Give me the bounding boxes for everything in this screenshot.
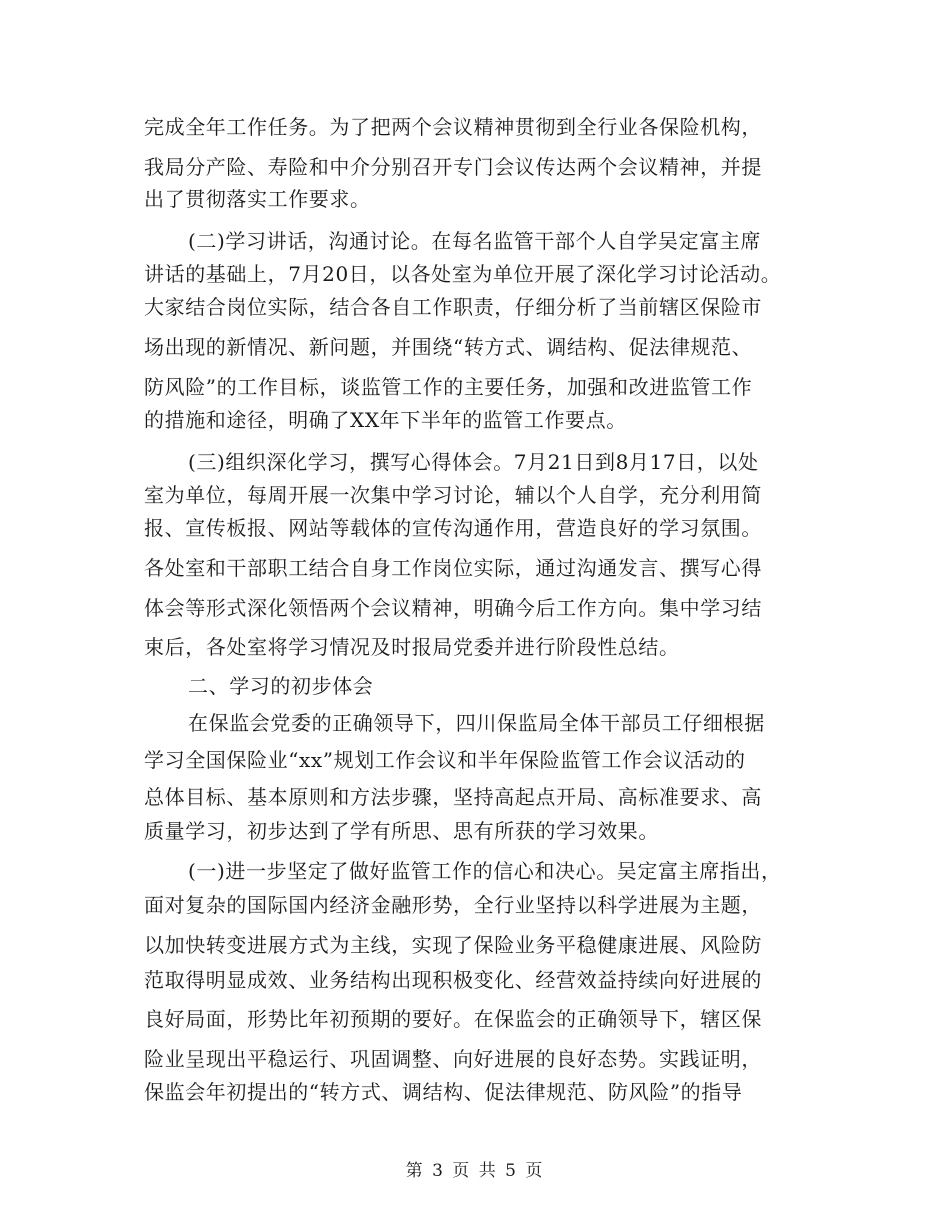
text-line: 场出现的新情况、新问题，并围绕“转方式、调结构、促法律规范、 [144,335,753,359]
text-line: 室为单位，每周开展一次集中学习讨论，辅以个人自学，充分利用简 [144,483,762,507]
text-line: 良好局面，形势比年初预期的要好。在保监会的正确领导下，辖区保 [144,1007,762,1031]
text-line: 体会等形式深化领悟两个会议精神，明确今后工作方向。集中学习结 [144,596,762,620]
text-line: 我局分产险、寿险和中介分别召开专门会议传达两个会议精神，并提 [144,155,762,179]
text-line: 总体目标、基本原则和方法步骤，坚持高起点开局、高标准要求、高 [144,785,762,809]
section-heading: 二、学习的初步体会 [188,674,374,698]
text-line: 以加快转变进展方式为主线，实现了保险业务平稳健康进展、风险防 [144,933,762,957]
text-line: 质量学习，初步达到了学有所思、思有所获的学习效果。 [144,819,659,843]
text-line: 出了贯彻落实工作要求。 [144,187,371,211]
paragraph-heading: (二)学习讲话，沟通讨论。在每名监管干部个人自学吴定富主席 [188,229,762,253]
text-line: 险业呈现出平稳运行、巩固调整、向好进展的良好态势。实践证明， [144,1047,762,1071]
text-line: 范取得明显成效、业务结构出现积极变化、经营效益持续向好进展的 [144,968,762,992]
text-line: 束后，各处室将学习情况及时报局党委并进行阶段性总结。 [144,635,680,659]
text-line: 报、宣传板报、网站等载体的宣传沟通作用，营造良好的学习氛围。 [144,516,762,540]
text-line: 防风险”的工作目标，谈监管工作的主要任务，加强和改进监管工作 [144,375,753,399]
text-line: 的措施和途径，明确了XX年下半年的监管工作要点。 [144,408,627,432]
text-line: 学习全国保险业“xx”规划工作会议和半年保险监管工作会议活动的 [144,748,746,772]
text-line: 讲话的基础上，7月20日，以各处室为单位开展了深化学习讨论活动。 [144,262,782,286]
text-line: 面对复杂的国际国内经济金融形势，全行业坚持以科学进展为主题， [144,893,762,917]
text-line: 各处室和干部职工结合自身工作岗位实际，通过沟通发言、撰写心得 [144,556,762,580]
page-number: 第 3 页 共 5 页 [405,1161,545,1181]
text-line: 大家结合岗位实际，结合各自工作职责，仔细分析了当前辖区保险市 [144,295,762,319]
text-line: 在保监会党委的正确领导下，四川保监局全体干部员工仔细根据 [188,711,765,735]
paragraph-heading: (一)进一步坚定了做好监管工作的信心和决心。吴定富主席指出， [188,859,782,883]
text-line: 完成全年工作任务。为了把两个会议精神贯彻到全行业各保险机构， [144,115,762,139]
text-line: 保监会年初提出的“转方式、调结构、促法律规范、防风险”的指导 [144,1080,743,1104]
paragraph-heading: (三)组织深化学习，撰写心得体会。7月21日到8月17日，以处 [188,450,759,474]
